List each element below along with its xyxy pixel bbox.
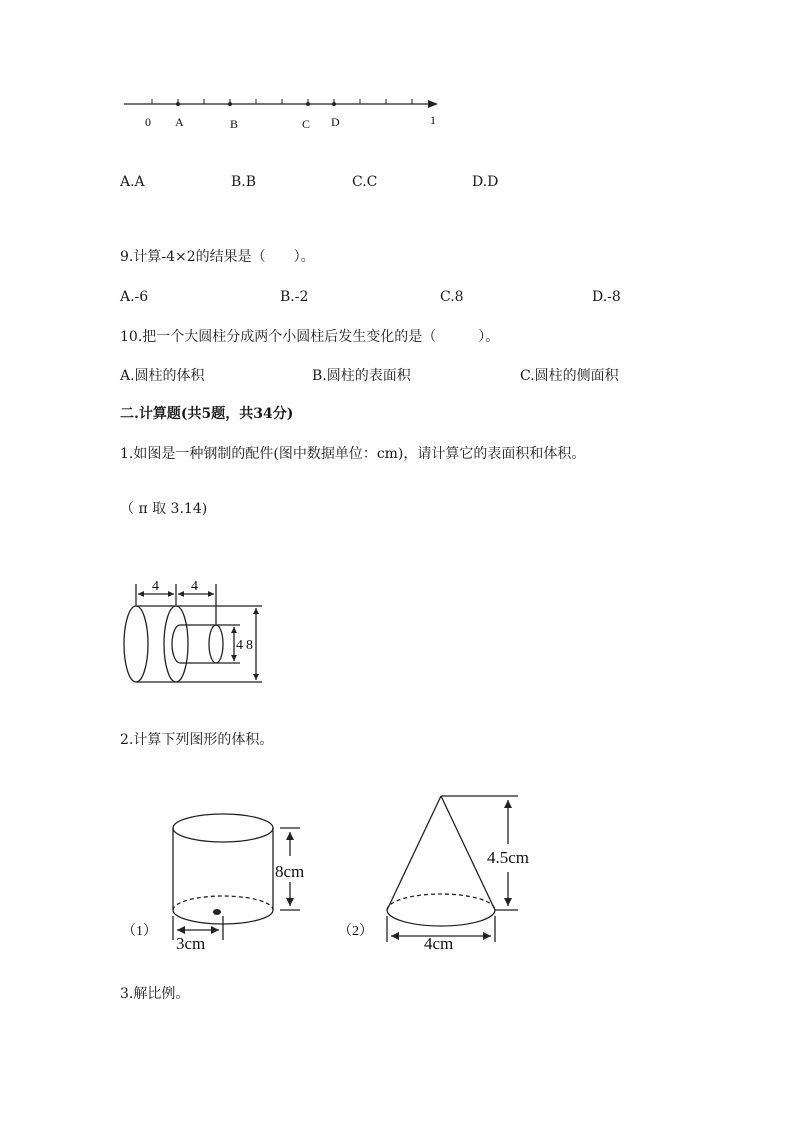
q10-option-c: C.圆柱的侧面积 xyxy=(520,368,619,384)
cylinder-radius-label: 3cm xyxy=(176,934,206,953)
point-marker-c xyxy=(306,102,310,106)
label-b: B xyxy=(230,117,239,131)
label-c: C xyxy=(302,117,311,131)
cone-diameter-label: 4cm xyxy=(424,934,454,953)
volume-figures xyxy=(0,790,794,970)
q9-option-d: D.-8 xyxy=(592,289,621,305)
q9-stem: 9.计算-4×2的结果是（ ）。 xyxy=(120,249,315,265)
q8-option-a: A.A xyxy=(120,174,145,190)
section-heading: 二.计算题(共5题，共34分) xyxy=(120,406,294,422)
steel-part-figure xyxy=(0,572,794,692)
s2-q1-text: 1.如图是一种钢制的配件(图中数据单位：cm)，请计算它的表面积和体积。 xyxy=(120,446,586,462)
number-line-arrow xyxy=(428,100,438,108)
q9-option-b: B.-2 xyxy=(280,289,309,305)
q8-option-d: D.D xyxy=(472,174,499,190)
q10-stem: 10.把一个大圆柱分成两个小圆柱后发生变化的是（ ）。 xyxy=(120,329,500,345)
label-d: D xyxy=(331,115,340,129)
q10-option-b: B.圆柱的表面积 xyxy=(312,368,411,384)
number-line-ticks xyxy=(152,99,412,104)
dim-inner-diameter: 4 xyxy=(236,638,243,653)
s2-q2-text: 2.计算下列图形的体积。 xyxy=(120,732,274,748)
cylinder-height-label: 8cm xyxy=(275,862,305,881)
dim-outer-diameter: 8 xyxy=(246,638,253,653)
s2-q1-note: （ π 取 3.14) xyxy=(120,501,208,517)
label-zero: 0 xyxy=(145,115,151,129)
cone-height-label: 4.5cm xyxy=(487,848,530,867)
q9-option-a: A.-6 xyxy=(120,289,149,305)
label-a: A xyxy=(175,115,184,129)
cone-figure-label: （2） xyxy=(338,924,373,939)
q8-option-c: C.C xyxy=(352,174,378,190)
number-line-figure xyxy=(0,0,794,140)
point-marker-a xyxy=(176,102,180,106)
point-marker-d xyxy=(332,102,336,106)
dim-top-right: 4 xyxy=(191,579,198,594)
point-marker-b xyxy=(228,102,232,106)
s2-q3-text: 3.解比例。 xyxy=(120,986,190,1002)
q8-option-b: B.B xyxy=(231,174,257,190)
q10-option-a: A.圆柱的体积 xyxy=(120,368,205,384)
q9-option-c: C.8 xyxy=(440,289,464,305)
dim-top-left: 4 xyxy=(152,579,159,594)
cylinder-figure-label: （1） xyxy=(122,924,157,939)
label-one: 1 xyxy=(430,113,436,127)
